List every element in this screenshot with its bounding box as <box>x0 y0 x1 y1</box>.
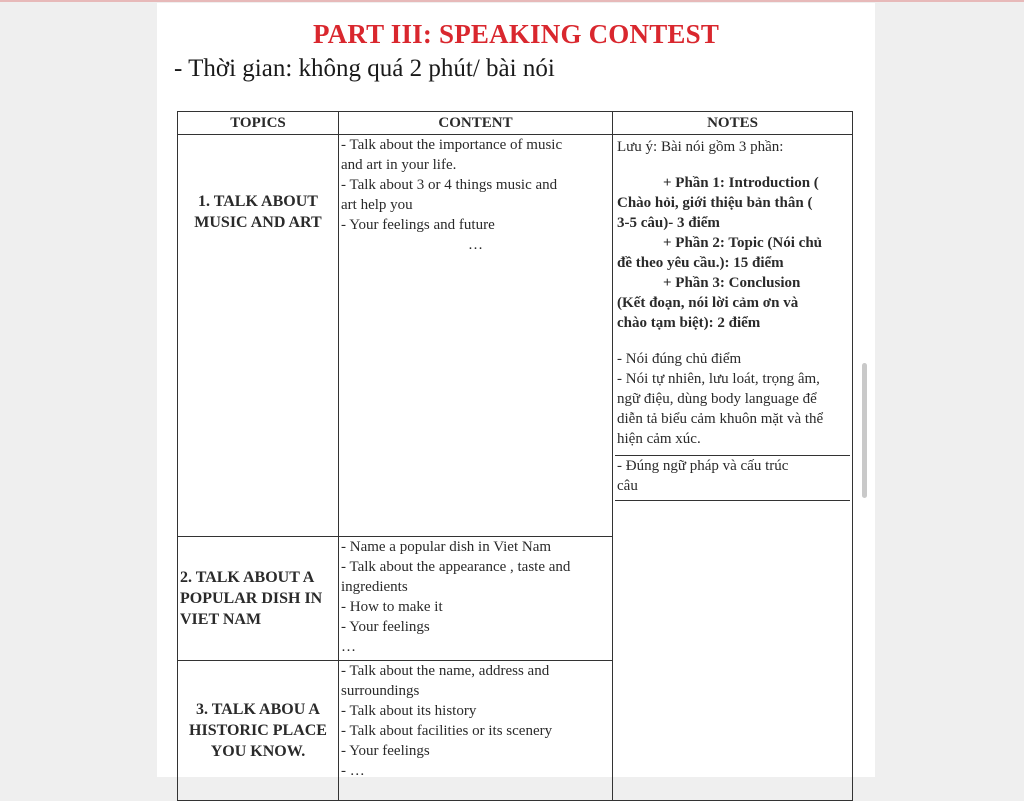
content-line: - Name a popular dish in Viet Nam <box>341 539 552 555</box>
notes-cell <box>613 135 853 801</box>
topic-cell <box>178 537 339 661</box>
content-line: - Your feelings and future <box>341 217 495 233</box>
content-line: - Your feelings <box>341 743 430 759</box>
topic-line: MUSIC AND ART <box>194 214 322 231</box>
content-line: - Talk about facilities or its scenery <box>341 723 553 739</box>
topic-line: YOU KNOW. <box>210 743 306 760</box>
time-limit-note: - Thời gian: không quá 2 phút/ bài nói <box>174 55 555 82</box>
vertical-scrollbar[interactable] <box>862 363 867 498</box>
content-line: - Talk about the name, address and <box>341 663 550 679</box>
content-line: art help you <box>341 197 413 213</box>
notes-part3-line: chào tạm biệt): 2 điểm <box>617 315 761 331</box>
topic-line: HISTORIC PLACE <box>189 722 327 739</box>
notes-criteria-line: - Nói tự nhiên, lưu loát, trọng âm, <box>617 371 820 387</box>
notes-grammar-block <box>615 455 850 501</box>
content-line: - Talk about 3 or 4 things music and <box>341 177 558 193</box>
header-notes: NOTES <box>613 112 853 135</box>
content-line: - Your feelings <box>341 619 430 635</box>
table-header-row <box>178 112 853 135</box>
notes-part1-line: 3-5 câu)- 3 điểm <box>617 215 720 231</box>
notes-part3-line: (Kết đoạn, nói lời cảm ơn và <box>617 295 799 311</box>
content-line: … <box>341 639 356 655</box>
topic-cell <box>178 661 339 801</box>
document-page <box>157 3 875 777</box>
spacer <box>617 157 848 173</box>
notes-criteria-line: diễn tả biểu cảm khuôn mặt và thể <box>617 411 824 427</box>
header-content: CONTENT <box>339 112 613 135</box>
content-cell <box>339 135 613 537</box>
content-line: surroundings <box>341 683 420 699</box>
notes-part2-line: đề theo yêu cầu.): 15 điểm <box>617 255 784 271</box>
content-line: and art in your life. <box>341 157 457 173</box>
topic-line: POPULAR DISH IN <box>180 590 323 607</box>
notes-criteria-line: ngữ điệu, dùng body language để <box>617 391 817 407</box>
page-title: PART III: SPEAKING CONTEST <box>312 19 720 49</box>
spacer <box>617 333 848 349</box>
content-line: - Talk about the importance of music <box>341 137 563 153</box>
topic-line: 3. TALK ABOU A <box>196 701 320 718</box>
header-topics: TOPICS <box>178 112 339 135</box>
content-line: … <box>468 237 483 253</box>
topic-cell <box>178 135 339 537</box>
notes-grammar-line: câu <box>617 478 638 494</box>
table-row <box>178 135 853 537</box>
content-line: - Talk about its history <box>341 703 477 719</box>
notes-part1-line: Chào hỏi, giới thiệu bản thân ( <box>617 195 813 211</box>
speaking-topics-table <box>177 111 853 801</box>
notes-grammar-line: - Đúng ngữ pháp và cấu trúc <box>617 458 789 474</box>
notes-part1-line: + Phần 1: Introduction ( <box>663 175 819 191</box>
content-cell <box>339 661 613 801</box>
topic-line: VIET NAM <box>180 611 262 628</box>
content-line: - Talk about the appearance , taste and <box>341 559 571 575</box>
content-line: ingredients <box>341 579 408 595</box>
notes-criteria-line: - Nói đúng chủ điểm <box>617 351 742 367</box>
notes-block <box>615 135 850 455</box>
notes-intro: Lưu ý: Bài nói gồm 3 phần: <box>617 139 784 155</box>
topic-line: 2. TALK ABOUT A <box>180 569 315 586</box>
notes-criteria-line: hiện cảm xúc. <box>617 431 701 447</box>
content-cell <box>339 537 613 661</box>
content-line: - How to make it <box>341 599 443 615</box>
notes-part3-line: + Phần 3: Conclusion <box>663 275 801 291</box>
content-line: - … <box>341 763 365 779</box>
topic-line: 1. TALK ABOUT <box>198 193 318 210</box>
top-border-line <box>0 0 1024 2</box>
notes-part2-line: + Phần 2: Topic (Nói chủ <box>663 235 823 251</box>
